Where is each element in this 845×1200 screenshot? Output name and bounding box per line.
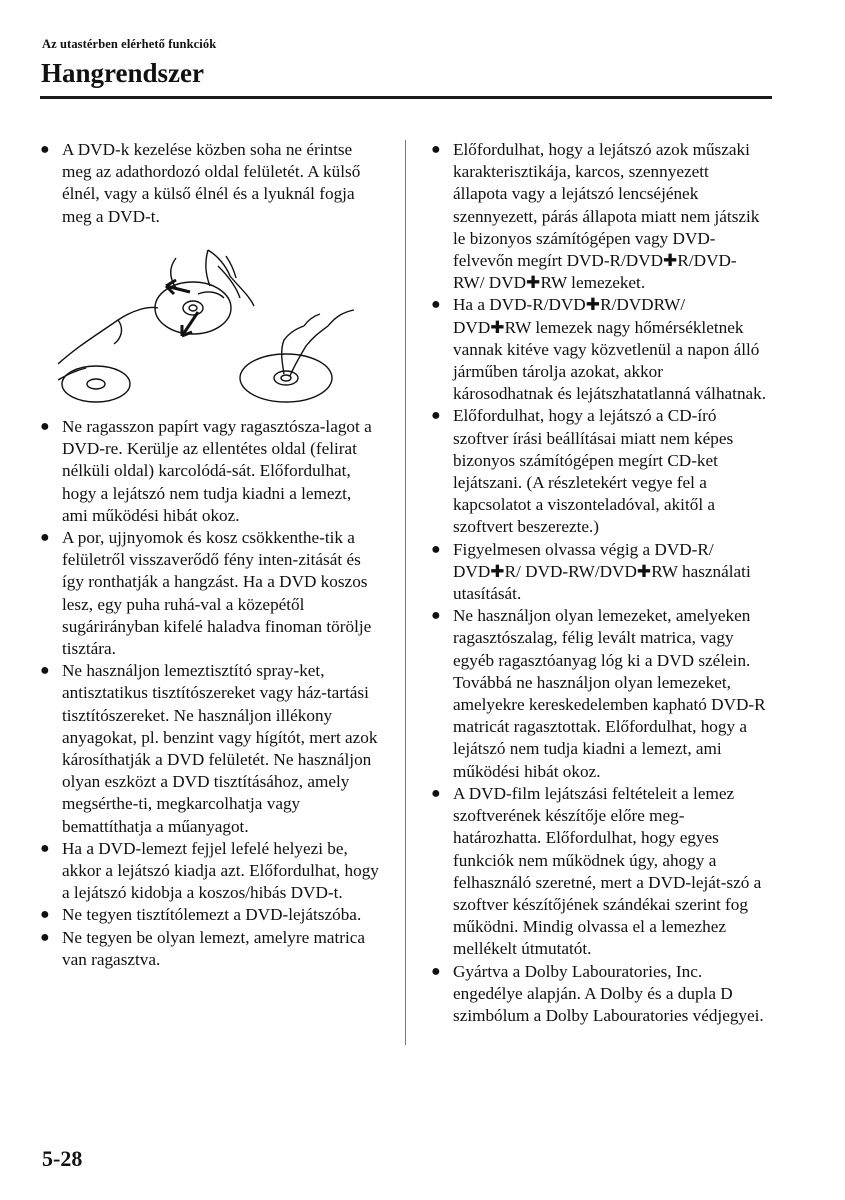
list-item-text: A DVD-k kezelése közben soha ne érintse meg az adathordozó oldal felületét. A külső élnél, vagy a külső élnél és a lyuknál fogja meg a DVD-t. — [62, 140, 361, 226]
bullet-icon: ● — [40, 141, 50, 158]
list-item — [40, 139, 372, 228]
list-item — [40, 527, 380, 660]
list-item — [40, 927, 380, 971]
page-title: Hangrendszer — [41, 58, 204, 88]
list-item-text: Ne ragasszon papírt vagy ragasztósza-lagot a DVD-re. Kerülje az ellentétes oldal (felirat nélküli oldal) karcolódá-sát. Előfordulhat, hogy a lejátszó nem tudja kiadni a lemezt, ami működési hibát okoz. — [62, 417, 372, 525]
list-item — [431, 605, 767, 783]
list-item-text: Gyártva a Dolby Labouratories, Inc. engedélye alapján. A Dolby és a dupla D szimbólum a Dolby Labouratories védjegyei. — [453, 961, 764, 1025]
list-item — [40, 838, 380, 905]
bullet-icon: ● — [40, 529, 50, 547]
list-item-text: Előfordulhat, hogy a lejátszó azok műszaki karakterisztikája, karcos, szennyezett állapota vagy a lejátszó lencséjének szennyezett, párás állapota miatt nem játszik le bizonyos számítógépen vagy DVD-felvevőn megírt DVD-R/DVD✚R/DVD-RW/ DVD✚RW lemezeket. — [453, 140, 760, 293]
list-item — [431, 139, 767, 294]
dvd-handling-illustration — [58, 246, 358, 406]
left-column-bottom-list — [40, 416, 380, 971]
bullet-icon: ● — [431, 784, 441, 802]
list-item-text: A DVD-film lejátszási feltételeit a lemez szoftverének készítője előre meg-határozhatta. Előfordulhat, hogy egyes funkciók nem működnek úgy, ahogy a felhasználó szeretné, mert a DVD-leját-szó a szoftver készítőjének szándékai szerint fog működni. Mindig olvassa el a lemezhez mellékelt útmutatót. — [453, 783, 762, 959]
list-item — [40, 904, 380, 926]
left-column-top-list — [40, 139, 372, 228]
bullet-icon: ● — [431, 962, 441, 980]
disc-bottom-right-icon — [240, 354, 332, 402]
list-item-text: Ne használjon lemeztisztító spray-ket, antisztatikus tisztítószereket vagy ház-tartási tisztítószereket. Ne használjon illékony anyagokat, pl. benzint vagy hígítót, mert azok károsíthatják a DVD felületét. Ne használjon olyan eszközt a DVD tisztításához, amely megsérthe-ti, megkarcolhatja vagy bemattíthatja a műanyagot. — [62, 661, 378, 836]
list-item — [40, 416, 380, 527]
list-item-text: Ne használjon olyan lemezeket, amelyeken ragasztószalag, félig levált matrica, vagy egyéb ragasztóanyag lóg ki a DVD szélein. Továbbá ne használjon olyan lemezeket, amelyekre kereskedelemben kapható DVD-R matricát ragasztottak. Előfordulhat, hogy a lejátszó nem tudja kiadni a lemezt, ami működési hibát okoz. — [453, 606, 766, 781]
list-item — [40, 660, 380, 838]
bullet-icon: ● — [431, 607, 441, 625]
page-number: 5-28 — [42, 1146, 83, 1171]
bullet-icon: ● — [40, 418, 50, 435]
section-label: Az utastérben elérhető funkciók — [42, 37, 217, 51]
list-item-text: Ne tegyen tisztítólemezt a DVD-lejátszóba. — [62, 905, 362, 925]
list-item-text: A por, ujjnyomok és kosz csökkenthe-tik a felületről visszaverődő fény inten-zitását és így ronthatják a hangzást. Ha a DVD koszos lesz, egy puha ruhá-val a közepétől sugárirányban kifelé haladva finoman törölje tisztára. — [62, 528, 372, 659]
list-item — [431, 539, 767, 606]
list-item-text: Ha a DVD-R/DVD✚R/DVDRW/ DVD✚RW lemezek nagy hőmérsékletnek vannak kitéve vagy közvetlenül a napon álló járműben tárolja azokat, akkor károsodhatnak és lejátszhatatlanná válhatnak. — [453, 295, 767, 404]
bullet-icon: ● — [40, 839, 50, 857]
list-item-text: Ha a DVD-lemezt fejjel lefelé helyezi be, akkor a lejátszó kiadja azt. Előfordulhat, hogy a lejátszó kidobja a koszos/hibás DVD-t. — [62, 838, 379, 903]
bullet-icon: ● — [431, 540, 441, 558]
column-divider — [405, 140, 406, 1045]
list-item — [431, 783, 767, 961]
bullet-icon: ● — [431, 407, 441, 425]
disc-top-icon — [155, 282, 231, 334]
disc-bottom-left-icon — [62, 366, 130, 402]
bullet-icon: ● — [40, 928, 50, 946]
list-item — [431, 294, 767, 405]
list-item-text: Ne tegyen be olyan lemezt, amelyre matrica van ragasztva. — [62, 927, 366, 969]
finger-in-disc-hole-icon — [282, 310, 354, 376]
hand-holding-disc-edge-icon — [198, 250, 254, 306]
bullet-icon: ● — [431, 296, 441, 314]
list-item — [431, 961, 767, 1028]
bullet-icon: ● — [40, 906, 50, 924]
list-item-text: Figyelmesen olvassa végig a DVD-R/ DVD✚R/ DVD-RW/DVD✚RW használati utasítását. — [453, 539, 751, 604]
list-item — [431, 405, 767, 538]
title-divider — [40, 96, 772, 99]
list-item-text: Előfordulhat, hogy a lejátszó a CD-író szoftver írási beállításai miatt nem képes bizonyos számítógépen megírt CD-ket lejátszani. (A részletekért vegye fel a kapcsolatot a viszonteladóval, akitől a szoftvert beszerezte.) — [453, 406, 734, 537]
right-column-list — [431, 139, 767, 1027]
bullet-icon: ● — [431, 141, 441, 158]
hand-left-icon — [58, 308, 158, 381]
bullet-icon: ● — [40, 662, 50, 680]
